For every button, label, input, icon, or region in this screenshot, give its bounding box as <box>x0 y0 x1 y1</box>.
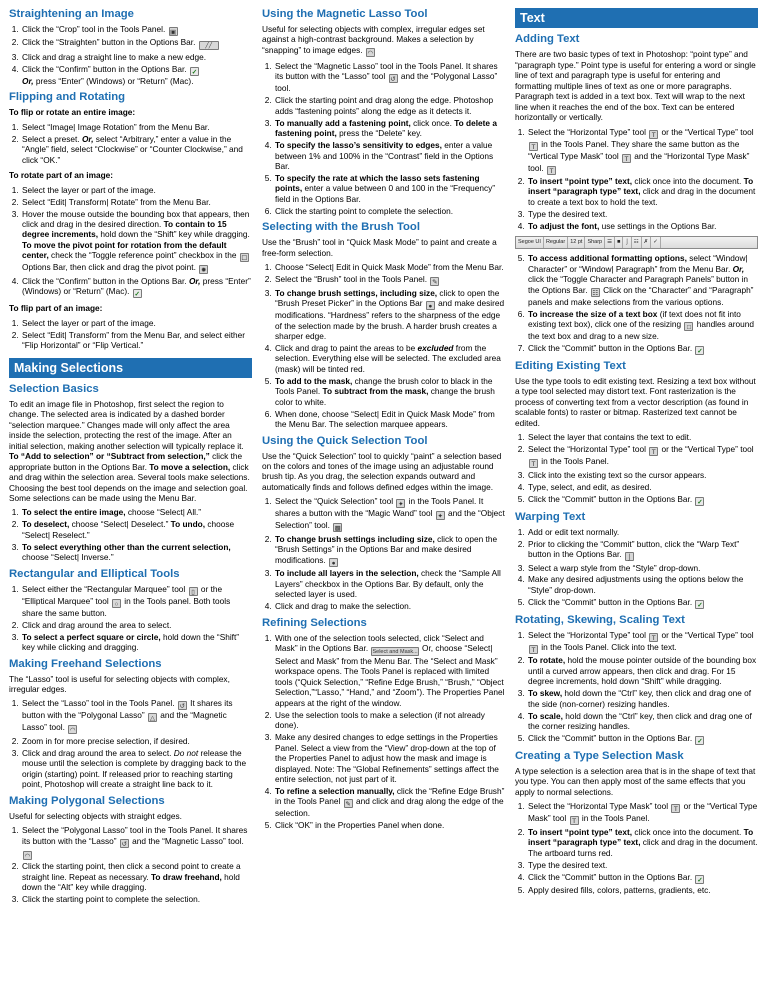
vertical-type-mask-icon: T <box>570 816 579 825</box>
list-item: 3. To select a perfect square or circle, hold down the “Shift” key while clicking and dragging. <box>21 632 252 653</box>
list-item: 2. To deselect, choose “Select| Deselect.” To undo, choose “Select| Reselect.” <box>21 519 252 540</box>
align-left-icon[interactable]: ☰ <box>605 237 615 248</box>
steps-freehand <box>9 698 252 789</box>
block-heading-text: Text <box>515 8 758 28</box>
list-item: 2. Click the starting point, then click a second point to create a straight line. Repeat as necessary. To draw freehand, hold down the “Alt” key while dragging. <box>21 861 252 892</box>
list-item: 7. Click the “Commit” button in the Options Bar. ✓ <box>527 343 758 355</box>
resize-handle-icon: □ <box>684 322 693 331</box>
list-item: 1. Select the “Horizontal Type” tool T or the “Vertical Type” tool T in the Tools Panel. Click into the text. <box>527 630 758 654</box>
list-item: 3. Click into the existing text so the cursor appears. <box>527 470 758 480</box>
steps-rotating-skewing-scaling <box>515 630 758 745</box>
section-heading-magnetic-lasso: Using the Magnetic Lasso Tool <box>262 8 428 20</box>
steps-warping-text <box>515 527 758 609</box>
list-item: 1. Select “Image| Image Rotation” from the Menu Bar. <box>21 122 252 132</box>
list-item: 2. Select a preset. Or, select “Arbitrary,” enter a value in the “Angle” field, select “Clockwise” or “Counter Clockwise,” and click “OK.” <box>21 134 252 165</box>
check-icon: ✓ <box>697 498 703 506</box>
list-item: 4. To specify the lasso’s sensitivity to edges, enter a value between 1% and 100% in the “Contrast” field in the Options Bar. <box>274 140 505 171</box>
antialias-dropdown[interactable]: Sharp <box>585 237 605 248</box>
list-item: 4. Make any desired adjustments using the options below the “Style” drop-down. <box>527 574 758 595</box>
steps-selection-basics <box>9 507 252 562</box>
list-item: 2. Use the selection tools to make a selection (if not already done). <box>274 710 505 731</box>
list-item: 1. Select the “Magnetic Lasso” tool in the Tools Panel. It shares its button with the “Lasso” tool ↺ and the “Polygonal Lasso” tool. <box>274 61 505 94</box>
list-item: 3. Select a warp style from the “Style” drop-down. <box>527 563 758 573</box>
list-item: 2. Select the “Horizontal Type” tool T or the “Vertical Type” tool T in the Tools Panel. <box>527 444 758 468</box>
list-item: 1. Select the layer or part of the image. <box>21 185 252 195</box>
list-item: 4. Click and drag to paint the areas to be excluded from the selection. Everything else will be selected. The excluded area (mask) will be tinted red. <box>274 343 505 374</box>
sublabel-flip-entire: To flip or rotate an entire image: <box>9 107 136 118</box>
list-item: 5. To access additional formatting options, select “Window| Character” or “Window| Paragraph” from the Menu Bar. Or, click the “Toggle Character and Paragraph Panels” button in the Options Bar. ☷ Click on the “Character” and “Paragraph” panels and make selections from the various options. <box>527 253 758 307</box>
check-icon: ✓ <box>191 68 198 76</box>
block-heading-making-selections: Making Selections <box>9 358 252 378</box>
vertical-type-mask-icon: T <box>622 154 631 163</box>
paragraph-selection-basics: To edit an image file in Photoshop, first select the region to change. The selected area is indicated by a dashed border “selection marquee.” Changes made will only affect the area inside the selection, protecting the rest of the image. After an initial selection, making another selection will typically replace it. To “Add to selection” or “Subtract from selection,” click the appropriate button in the Options Bar. To move a selection, click and drag within the selection area. Several tools make selections. Choosing the best tool depends on the image and selection goal. Some selections can be made using the Menu Bar. <box>9 398 250 504</box>
sublabel-rotate-part: To rotate part of an image: <box>9 170 114 181</box>
section-heading-rect-ellip: Rectangular and Elliptical Tools <box>9 567 180 580</box>
polygonal-lasso-icon: △ <box>150 715 155 723</box>
font-style-dropdown[interactable]: Regular <box>544 237 568 248</box>
list-item: 4. Type, select, and edit, as desired. <box>527 482 758 492</box>
brush-icon: ✎ <box>432 279 438 287</box>
magnetic-lasso-icon: ◠ <box>69 727 76 735</box>
list-item: 2. Select “Edit| Transform| Rotate” from the Menu Bar. <box>21 197 252 207</box>
list-item: 1. Select either the “Rectangular Marquee” tool ▯ or the “Elliptical Marquee” tool ○ in the Tools panel. Both tools share the same button. <box>21 584 252 618</box>
warp-text-icon: ⌡ <box>625 552 634 561</box>
horizontal-type-mask-icon: T <box>671 804 680 813</box>
paragraph-polygonal: Useful for selecting objects with straight edges. <box>9 810 182 821</box>
list-item: 3. Click the starting point to complete the selection. <box>21 894 252 904</box>
section-heading-quick-selection: Using the Quick Selection Tool <box>262 434 428 447</box>
list-item: 3. Type the desired text. <box>527 209 758 219</box>
section-heading-straightening: Straightening an Image <box>9 8 134 20</box>
steps-straightening <box>9 24 252 86</box>
paragraph-magnetic-lasso: Useful for selecting objects with complex, irregular edges set against a high-contrast background. Makes a selection by “snapping” to image edges. ◠ <box>262 23 485 57</box>
list-item: 2. Click the “Straighten” button in the Options Bar. ╱╱ <box>21 37 252 50</box>
vertical-type-icon: T <box>529 645 538 654</box>
commit-icon[interactable]: ✓ <box>651 237 661 248</box>
list-item: 2. To insert “point type” text, click once into the document. To insert “paragraph type” text, click and drag in the document to create a text box to hold the text. <box>527 176 758 207</box>
paragraph-editing-text: Use the type tools to edit existing text. Resizing a text box without a type tool selected may distort text. Font rasterization is the process of converting text from a vector description (as found in scalable fonts) to raster or bitmap. Rasterized text cannot be edited. <box>515 376 756 428</box>
list-item: 3. Make any desired changes to edge settings in the Properties Panel. Select a view from the “View” drop-down at the top of the Properties Panel to adjust how the mask and image is displayed. Note: The “Global Refinements” settings affect the entire selection, not just part of it. <box>274 732 505 784</box>
section-heading-flipping-rotating: Flipping and Rotating <box>9 91 126 104</box>
crop-icon: ▣ <box>170 28 177 36</box>
column-right <box>515 8 758 909</box>
toggle-panels-icon: ☷ <box>592 289 599 297</box>
paragraph-freehand: The “Lasso” tool is useful for selecting objects with complex, irregular edges. <box>9 673 230 694</box>
list-item: 4. To adjust the font, use settings in the Options Bar. <box>527 221 758 231</box>
steps-magnetic-lasso <box>262 61 505 216</box>
horizontal-type-icon: T <box>649 130 658 139</box>
check-icon: ✓ <box>134 291 140 299</box>
list-item: 3. Type the desired text. <box>527 860 758 870</box>
steps-adding-text <box>515 127 758 232</box>
steps-rect-ellip <box>9 584 252 653</box>
section-heading-warping-text: Warping Text <box>515 510 586 523</box>
list-item: 4. Click the “Confirm” button in the Options Bar. Or, press “Enter” (Windows) or “Return” (Mac). ✓ <box>21 276 252 298</box>
steps-polygonal <box>9 825 252 904</box>
list-item: 5. Click the “Commit” button in the Options Bar. ✓ <box>527 733 758 745</box>
steps-refining-selections <box>262 633 505 831</box>
horizontal-type-icon: T <box>649 633 658 642</box>
column-middle <box>262 8 505 909</box>
lasso-icon: ↺ <box>121 840 128 848</box>
section-heading-freehand: Making Freehand Selections <box>9 657 162 670</box>
list-item: 4. Click and drag to make the selection. <box>274 601 505 611</box>
straighten-icon: ╱╱ <box>199 41 219 50</box>
steps-editing-text <box>515 432 758 505</box>
section-heading-brush-selection: Selecting with the Brush Tool <box>262 221 420 234</box>
paragraph-adding-text: There are two basic types of text in Photoshop: “point type” and “paragraph type.” Point type is useful for entering a word or single line of text and paragraph type is useful for entering and formatting multiple lines of text as one or more paragraphs. Paragraph text is added in a text box. Text will wrap to the next line when it reaches the end of the box. Text can be entered horizontally or vertically. <box>515 49 756 123</box>
list-item: 1. Select the “Polygonal Lasso” tool in the Tools Panel. It shares its button with the “Lasso” ↺ and the “Magnetic Lasso” tool. ◠ <box>21 825 252 859</box>
horizontal-type-icon: T <box>649 447 658 456</box>
warp-text-icon[interactable]: ⌡ <box>623 237 631 248</box>
list-item: 1. Choose “Select| Edit in Quick Mask Mode” from the Menu Bar. <box>274 262 505 272</box>
list-item: 4. Click the “Commit” button in the Options Bar. ✓ <box>527 872 758 884</box>
list-item: 6. To increase the size of a text box (if text does not fit into existing text box), click one of the resizing □ handles around the text box and drag to a new size. <box>527 309 758 342</box>
paragraph-type-selection-mask: A type selection is a selection area that is in the shape of text that you type. You can then apply most of the same effects that you apply to normal selections. <box>515 766 756 797</box>
magnetic-lasso-icon: ◠ <box>24 852 31 860</box>
steps-flip-entire <box>9 122 252 165</box>
list-item: 1. Click the “Crop” tool in the Tools Panel. ▣ <box>21 24 252 36</box>
list-item: 2. Zoom in for more precise selection, if desired. <box>21 736 252 746</box>
section-heading-rotating-skewing-scaling: Rotating, Skewing, Scaling Text <box>515 613 685 626</box>
steps-rotate-part <box>9 185 252 299</box>
select-and-mask-button[interactable]: Select and Mask... <box>372 649 418 656</box>
brush-preset-icon: ● <box>426 301 435 310</box>
steps-adding-text-continued <box>515 253 758 355</box>
list-item: 3. To include all layers in the selection, check the “Sample All Layers” checkbox in the Options Bar. By default, only the selected layer is used. <box>274 568 505 599</box>
text-color-swatch[interactable]: ■ <box>615 237 623 248</box>
list-item: 2. Select “Edit| Transform” from the Menu Bar, and select either “Flip Horizontal” or “Flip Vertical.” <box>21 330 252 351</box>
quick-selection-icon: ✦ <box>398 501 404 509</box>
list-item: 3. Click and drag around the area to select. Do not release the mouse until the selection is complete by dragging back to the origin (starting) point. If released prior to reaching starting point, Photoshop will create a straight line back to it. <box>21 748 252 790</box>
type-options-bar[interactable] <box>515 236 758 249</box>
column-left <box>9 8 252 909</box>
rect-marquee-icon: ▯ <box>189 587 198 596</box>
list-item: 4. To scale, hold down the “Ctrl” key, then click and drag one of the corner resizing handles. <box>527 711 758 732</box>
list-item: 2. Select the “Brush” tool in the Tools Panel. ✎ <box>274 274 505 286</box>
toggle-panels-icon[interactable]: ☷ <box>632 237 642 248</box>
list-item: 3. To select everything other than the current selection, choose “Select| Inverse.” <box>21 542 252 563</box>
list-item: 2. Click the starting point and drag along the edge. Photoshop adds “fastening points” along the edge as it detects it. <box>274 95 505 116</box>
ellipse-marquee-icon: ○ <box>112 599 121 608</box>
list-item: 1. Add or edit text normally. <box>527 527 758 537</box>
paragraph-brush-selection: Use the “Brush” tool in “Quick Mask Mode” to paint and create a free-form selection. <box>262 237 497 258</box>
section-heading-editing-text: Editing Existing Text <box>515 360 626 373</box>
list-item: 3. Click and drag a straight line to make a new edge. <box>21 52 252 62</box>
check-icon: ✓ <box>697 738 703 746</box>
section-heading-adding-text: Adding Text <box>515 33 580 46</box>
brush-settings-icon: ● <box>329 558 338 567</box>
vertical-type-icon: T <box>529 142 538 151</box>
list-item: 1. Select the “Horizontal Type” tool T or the “Vertical Type” tool T in the Tools Panel. They share the same button as the “Vertical Type Mask” tool T and the “Horizontal Type Mask” tool. T <box>527 127 758 175</box>
refine-edge-brush-icon: ✎ <box>345 801 351 809</box>
list-item: 1. Select the layer or part of the image. <box>21 318 252 328</box>
lasso-icon: ↺ <box>390 76 396 84</box>
steps-flip-part <box>9 318 252 351</box>
list-item: 5. To specify the rate at which the lasso sets fastening points, enter a value between 0 and 100 in the “Frequency” field in the Options Bar. <box>274 173 505 204</box>
check-icon: ✓ <box>697 601 703 609</box>
list-item: 1. Select the layer that contains the text to edit. <box>527 432 758 442</box>
horizontal-type-mask-icon: T <box>547 166 556 175</box>
list-item: 4. To refine a selection manually, click the “Refine Edge Brush” in the Tools Panel ✎ and click and drag along the edge of the selection. <box>274 786 505 819</box>
lasso-icon: ↺ <box>179 703 186 711</box>
list-item: 2. Click and drag around the area to select. <box>21 620 252 630</box>
list-item: 1. Select the “Quick Selection” tool ✦ in the Tools Panel. It shares a button with the “Magic Wand” tool ✦ and the “Object Selection” tool. ▩ <box>274 496 505 532</box>
cancel-icon[interactable]: ✗ <box>642 237 652 248</box>
steps-type-selection-mask <box>515 801 758 895</box>
list-item: 5. To add to the mask, change the brush color to black in the Tools Panel. To subtract from the mask, change the brush color to white. <box>274 376 505 407</box>
list-item: 3. To change brush settings, including size, click to open the “Brush Preset Picker” in the Options Bar ● and make desired modifications. “Hardness” refers to the sharpness of the edge of the selection made by the brush. A harder brush creates a sharper edge. <box>274 288 505 342</box>
vertical-type-icon: T <box>529 459 538 468</box>
section-heading-selection-basics: Selection Basics <box>9 382 99 395</box>
toggle-reference-point-icon: ☐ <box>241 255 248 263</box>
list-item: 2. To insert “point type” text, click once into the document. To insert “paragraph type” text, click and drag in the document. The artboard turns red. <box>527 827 758 858</box>
list-item: 1. Select the “Lasso” tool in the Tools Panel. ↺ It shares its button with the “Polygonal Lasso” △ and the “Magnetic Lasso” tool. ◠ <box>21 698 252 734</box>
object-selection-icon: ▩ <box>334 525 341 533</box>
sublabel-flip-part: To flip part of an image: <box>9 303 103 314</box>
list-item: 5. Click the “Commit” button in the Options Bar. ✓ <box>527 494 758 506</box>
list-item: 3. To manually add a fastening point, click once. To delete a fastening point, press the “Delete” key. <box>274 118 505 139</box>
section-heading-refining-selections: Refining Selections <box>262 616 367 629</box>
list-item: 5. Click the “Commit” button in the Options Bar. ✓ <box>527 597 758 609</box>
font-size-field[interactable]: 12 pt <box>568 237 585 248</box>
section-heading-polygonal: Making Polygonal Selections <box>9 794 165 807</box>
check-icon: ✓ <box>697 348 703 356</box>
paragraph-quick-selection: Use the “Quick Selection” tool to quickly “paint” a selection based on the colors and tones of the image using an adjustable round brush tip. As you drag, the selection expands outward and automatically finds and follows defined edges within the image. <box>262 450 502 492</box>
list-item: 2. To rotate, hold the mouse pointer outside of the bounding box until a curved arrow appears, then click and drag. For 15 degree increments, hold down “Shift” while dragging. <box>527 655 758 686</box>
check-icon: ✓ <box>697 876 703 884</box>
list-item: 1. Select the “Horizontal Type Mask” tool T or the “Vertical Type Mask” tool T in the Tools Panel. <box>527 801 758 825</box>
magic-wand-icon: ✦ <box>437 513 443 521</box>
pivot-point-icon: ✹ <box>200 267 207 275</box>
list-item: 3. To skew, hold down the “Ctrl” key, then click and drag one of the side (non-corner) resizing handles. <box>527 688 758 709</box>
list-item: 4. Click the “Confirm” button in the Options Bar. ✓ Or, press “Enter” (Windows) or “Return” (Mac). <box>21 64 252 86</box>
list-item: 5. Click “OK” in the Properties Panel when done. <box>274 820 505 830</box>
list-item: 3. Hover the mouse outside the bounding box that appears, then click and drag in the desired direction. To contain to 15 degree increments, hold down the “Shift” key while dragging. To move the pivot point for rotation from the default center, check the “Toggle reference point” checkbox in the ☐ Options Bar, then click and drag the pivot point. ✹ <box>21 209 252 275</box>
list-item: 5. Apply desired fills, colors, patterns, gradients, etc. <box>527 885 758 895</box>
list-item: 1. With one of the selection tools selected, click “Select and Mask” in the Options Bar. Select and Mask... Or, choose “Select| Select and Mask” from the Menu Bar. The “Select and Mask” workspace opens. The Tools Panel is replaced with limited tools (“Quick Selection,” “Refine Edge Brush,” “Brush,” “Object Selection,”“Lasso,” “Hand,” and “Zoom”). The Properties Panel appears at the right of the window. <box>274 633 505 709</box>
list-item: 6. When done, choose “Select| Edit in Quick Mask Mode” from the Menu Bar. The selection marquee appears. <box>274 409 505 430</box>
steps-quick-selection <box>262 496 505 611</box>
list-item: 1. To select the entire image, choose “Select| All.” <box>21 507 252 517</box>
list-item: 6. Click the starting point to complete the selection. <box>274 206 505 216</box>
list-item: 2. To change brush settings including size, click to open the “Brush Settings” in the Options Bar and make desired modifications. ● <box>274 534 505 567</box>
magnetic-lasso-icon: ◠ <box>367 49 374 57</box>
list-item: 2. Prior to clicking the “Commit” button, click the “Warp Text” button in the Options Bar. ⌡ <box>527 539 758 561</box>
steps-brush-selection <box>262 262 505 429</box>
font-family-dropdown[interactable]: Segoe UI <box>516 237 544 248</box>
section-heading-type-selection-mask: Creating a Type Selection Mask <box>515 750 684 763</box>
